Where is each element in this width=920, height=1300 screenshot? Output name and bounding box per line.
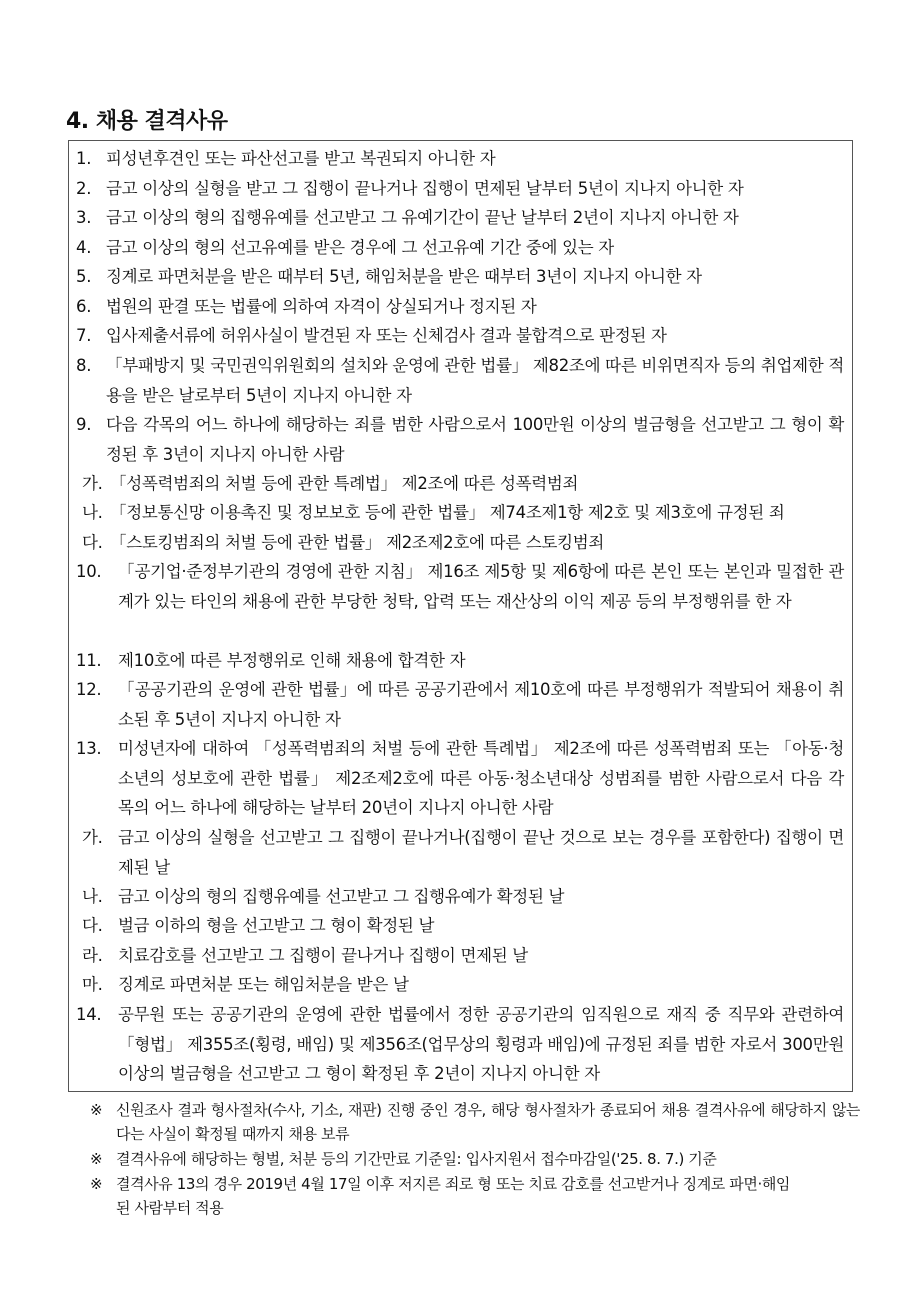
subitem-letter: 나.	[82, 503, 103, 522]
item-number: 9.	[76, 415, 92, 434]
item-text: 공무원 또는 공공기관의 운영에 관한 법률에서 정한 공공기관의 임직원으로 재직 중 직무와 관련하여 「형법」 제355조(횡령, 배임) 및 제356조(업무상의 횡령과 배임)에 규정된 죄를 범한 자로서 300만원 이상의 벌금형을 선고받고 그 형이 확정된 후 2년이 지나지 아니한 자	[118, 1005, 844, 1083]
item-number: 12.	[76, 680, 102, 699]
list-subitem	[76, 970, 844, 1000]
list-item	[76, 410, 844, 469]
item-text: 「부패방지 및 국민권익위원회의 설치와 운영에 관한 법률」 제82조에 따른 비위면직자 등의 취업제한 적용을 받은 날로부터 5년이 지나지 아니한 자	[106, 356, 844, 405]
subitem-text: 「스토킹범죄의 처벌 등에 관한 법률」 제2조제2호에 따른 스토킹범죄	[110, 533, 605, 552]
item-number: 5.	[76, 267, 92, 286]
item-number: 4.	[76, 238, 92, 257]
subitem-letter: 가.	[82, 828, 103, 847]
item-number: 8.	[76, 356, 92, 375]
item-text: 다음 각목의 어느 하나에 해당하는 죄를 범한 사람으로서 100만원 이상의 벌금형을 선고받고 그 형이 확정된 후 3년이 지나지 아니한 사람	[106, 415, 844, 464]
subitem-letter: 다.	[82, 533, 103, 552]
item-number: 7.	[76, 326, 92, 345]
list-item	[76, 646, 844, 676]
list-subitem	[76, 882, 844, 912]
item-text: 금고 이상의 실형을 받고 그 집행이 끝나거나 집행이 면제된 날부터 5년이 지나지 아니한 자	[106, 179, 744, 198]
item-text: 법원의 판결 또는 법률에 의하여 자격이 상실되거나 정지된 자	[106, 297, 537, 316]
subitem-letter: 가.	[82, 474, 103, 493]
list-item	[76, 144, 844, 174]
item-text: 제10호에 따른 부정행위로 인해 채용에 합격한 자	[118, 651, 466, 670]
footnote-text: 결격사유에 해당하는 형벌, 처분 등의 기간만료 기준일: 입사지원서 접수마감일('25. 8. 7.) 기준	[116, 1150, 717, 1168]
subitem-letter: 마.	[82, 975, 103, 994]
footnote-text: 신원조사 결과 형사절차(수사, 기소, 재판) 진행 중인 경우, 해당 형사절차가 종료되어 채용 결격사유에 해당하지 않는다는 사실이 확정될 때까지 채용 보류	[116, 1101, 860, 1143]
list-subitem	[76, 469, 844, 499]
subitem-letter: 라.	[82, 946, 103, 965]
section-title: 4. 채용 결격사유	[66, 109, 228, 134]
item-text: 입사제출서류에 허위사실이 발견된 자 또는 신체검사 결과 불합격으로 판정된 자	[106, 326, 667, 345]
footnote	[90, 1098, 860, 1146]
subitem-letter: 다.	[82, 916, 103, 935]
item-number: 1.	[76, 149, 92, 168]
subitem-text: 징계로 파면처분 또는 해임처분을 받은 날	[118, 975, 409, 994]
list-item	[76, 557, 844, 616]
list-item	[76, 321, 844, 351]
subitem-text: 「정보통신망 이용촉진 및 정보보호 등에 관한 법률」 제74조제1항 제2호 및 제3호에 규정된 죄	[110, 503, 785, 522]
item-number: 6.	[76, 297, 92, 316]
reference-mark: ※	[90, 1175, 103, 1193]
subitem-text: 「성폭력범죄의 처벌 등에 관한 특례법」 제2조에 따른 성폭력범죄	[110, 474, 579, 493]
item-number: 13.	[76, 739, 102, 758]
item-text: 피성년후견인 또는 파산선고를 받고 복권되지 아니한 자	[106, 149, 496, 168]
disqualification-list	[68, 140, 853, 1092]
list-item	[76, 292, 844, 322]
item-text: 금고 이상의 형의 선고유예를 받은 경우에 그 선고유예 기간 중에 있는 자	[106, 238, 614, 257]
subitem-letter: 나.	[82, 887, 103, 906]
item-number: 11.	[76, 651, 102, 670]
list-subitem	[76, 823, 844, 882]
item-text: 「공기업·준정부기관의 경영에 관한 지침」 제16조 제5항 및 제6항에 따른 본인 또는 본인과 밀접한 관계가 있는 타인의 채용에 관한 부당한 청탁, 압력 또는 재산상의 이익 제공 등의 부정행위를 한 자	[118, 562, 844, 611]
list-item	[76, 233, 844, 263]
list-item	[76, 174, 844, 204]
item-text: 미성년자에 대하여 「성폭력범죄의 처벌 등에 관한 특례법」 제2조에 따른 성폭력범죄 또는 「아동·청소년의 성보호에 관한 법률」 제2조제2호에 따른 아동·청소년대상 성범죄를 범한 사람으로서 다음 각 목의 어느 하나에 해당하는 날부터 20년이 지나지 아니한 사람	[118, 739, 844, 817]
reference-mark: ※	[90, 1101, 103, 1119]
list-subitem	[76, 528, 844, 558]
item-text: 징계로 파면처분을 받은 때부터 5년, 해임처분을 받은 때부터 3년이 지나지 아니한 자	[106, 267, 702, 286]
item-text: 「공공기관의 운영에 관한 법률」에 따른 공공기관에서 제10호에 따른 부정행위가 적발되어 채용이 취소된 후 5년이 지나지 아니한 자	[118, 680, 844, 729]
list-subitem	[76, 498, 844, 528]
list-item	[76, 675, 844, 734]
footnote-text: 결격사유 13의 경우 2019년 4월 17일 이후 저지른 죄로 형 또는 치료 감호를 선고받거나 징계로 파면·해임된 사람부터 적용	[116, 1175, 790, 1217]
item-number: 3.	[76, 208, 92, 227]
list-subitem	[76, 911, 844, 941]
list-item	[76, 734, 844, 823]
reference-mark: ※	[90, 1150, 103, 1168]
item-text: 금고 이상의 형의 집행유예를 선고받고 그 유예기간이 끝난 날부터 2년이 지나지 아니한 자	[106, 208, 739, 227]
subitem-text: 치료감호를 선고받고 그 집행이 끝나거나 집행이 면제된 날	[118, 946, 528, 965]
subitem-text: 금고 이상의 형의 집행유예를 선고받고 그 집행유예가 확정된 날	[118, 887, 565, 906]
subitem-text: 금고 이상의 실형을 선고받고 그 집행이 끝나거나(집행이 끝난 것으로 보는 경우를 포함한다) 집행이 면제된 날	[118, 828, 844, 877]
item-number: 10.	[76, 562, 102, 581]
list-item	[76, 262, 844, 292]
list-item	[76, 203, 844, 233]
subitem-text: 벌금 이하의 형을 선고받고 그 형이 확정된 날	[118, 916, 435, 935]
footnote	[90, 1147, 860, 1171]
item-number: 14.	[76, 1005, 102, 1024]
list-item	[76, 1000, 844, 1089]
footnote	[90, 1172, 860, 1220]
item-number: 2.	[76, 179, 92, 198]
list-subitem	[76, 941, 844, 971]
list-item	[76, 351, 844, 410]
